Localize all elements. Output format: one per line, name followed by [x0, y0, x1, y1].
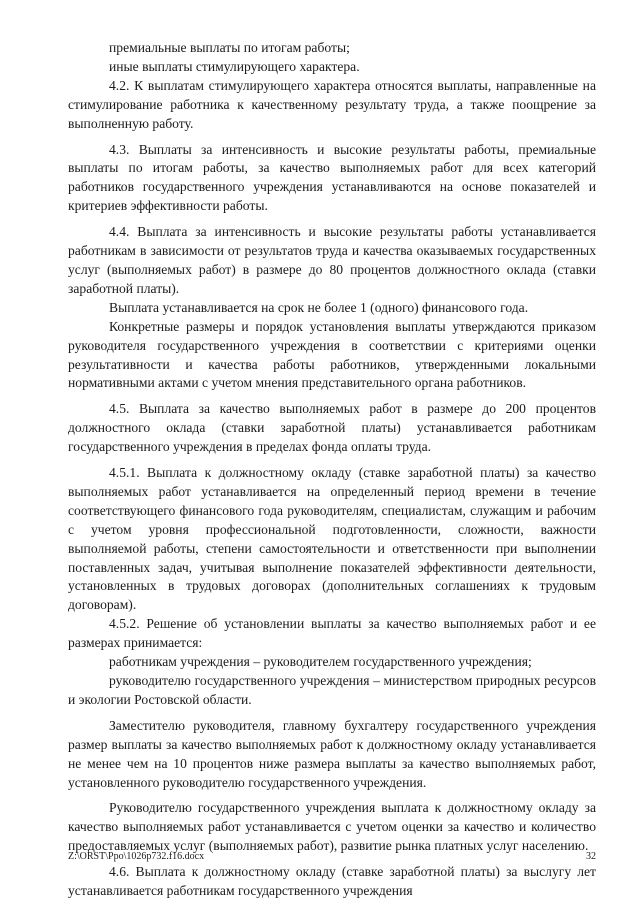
paragraph: Руководителю государственного учреждения выплата к должностному окладу за качество выполняемых работ устанавливается с учетом оценки за качество и количество предоставляемых услуг (выполняемых работ), развитие рынка платных услуг населению. [68, 800, 596, 854]
paragraph: 4.2. К выплатам стимулирующего характера относятся выплаты, направленные на стимулирование работника к качественному результату труда, а также поощрение за выполненную работу. [68, 77, 596, 131]
paragraph: премиальные выплаты по итогам работы; [109, 40, 350, 55]
footer-page-number: 32 [586, 851, 596, 862]
paragraph: Заместителю руководителя, главному бухгалтеру государственного учреждения размер выплаты за качество выполняемых работ к должностному окладу устанавливается не менее чем на 10 процентов ниже размера выплаты за качество выполняемых работ, установленного руководителю государственного учреждения. [68, 717, 596, 790]
paragraph: Выплата устанавливается на срок не более 1 (одного) финансового года. [109, 299, 529, 315]
document-body [68, 39, 596, 901]
paragraph: работникам учреждения – руководителем государственного учреждения; [109, 654, 532, 670]
paragraph: 4.6. Выплата к должностному окладу (ставке заработной платы) за выслугу лет устанавливается работникам государственного учреждения [68, 864, 596, 899]
paragraph: 4.5. Выплата за качество выполняемых работ в размере до 200 процентов должностного оклада (ставки заработной платы) устанавливается работникам государственного учреждения в пределах фонда оплаты труда. [68, 401, 596, 455]
paragraph: иные выплаты стимулирующего характера. [109, 58, 360, 74]
paragraph: руководителю государственного учреждения – министерством природных ресурсов и экологии Ростовской области. [68, 673, 596, 707]
footer-file-path: Z:\ORST\Ppo\1026p732.f16.docx [68, 851, 205, 862]
page-footer [68, 851, 596, 862]
paragraph: 4.4. Выплата за интенсивность и высокие результаты работы устанавливается работникам в зависимости от результатов труда и качества оказываемых государственных услуг (выполняемых работ) в размере до 80 процентов должностного оклада (ставки заработной платы). [68, 224, 596, 296]
paragraph: 4.3. Выплаты за интенсивность и высокие результаты работы, премиальные выплаты по итогам работы, за качество выполняемых работ для всех категорий работников государственного учреждения устанавливаются на основе показателей и критериев эффективности работы. [68, 141, 596, 214]
paragraph: 4.5.1. Выплата к должностному окладу (ставке заработной платы) за качество выполняемых работ устанавливается на определенный период времени в течение соответствующего финансового года руководителям, специалистам, служащим и рабочим с учетом уровня профессиональной подготовленности, сложности, важности выполняемой работы, степени самостоятельности и ответственности при выполнении поставленных задач, учитывая выполнение показателей эффективности деятельности, установленных в трудовых договорах (дополнительных соглашениях к трудовым договорам). [68, 465, 596, 613]
paragraph: Конкретные размеры и порядок установления выплаты утверждаются приказом руководителя государственного учреждения в соответствии с критериями оценки результативности и качества работы работников, утвержденными локальными нормативными актами с учетом мнения представительного органа работников. [68, 318, 596, 391]
paragraph: 4.5.2. Решение об установлении выплаты за качество выполняемых работ и ее размерах принимается: [68, 616, 596, 651]
